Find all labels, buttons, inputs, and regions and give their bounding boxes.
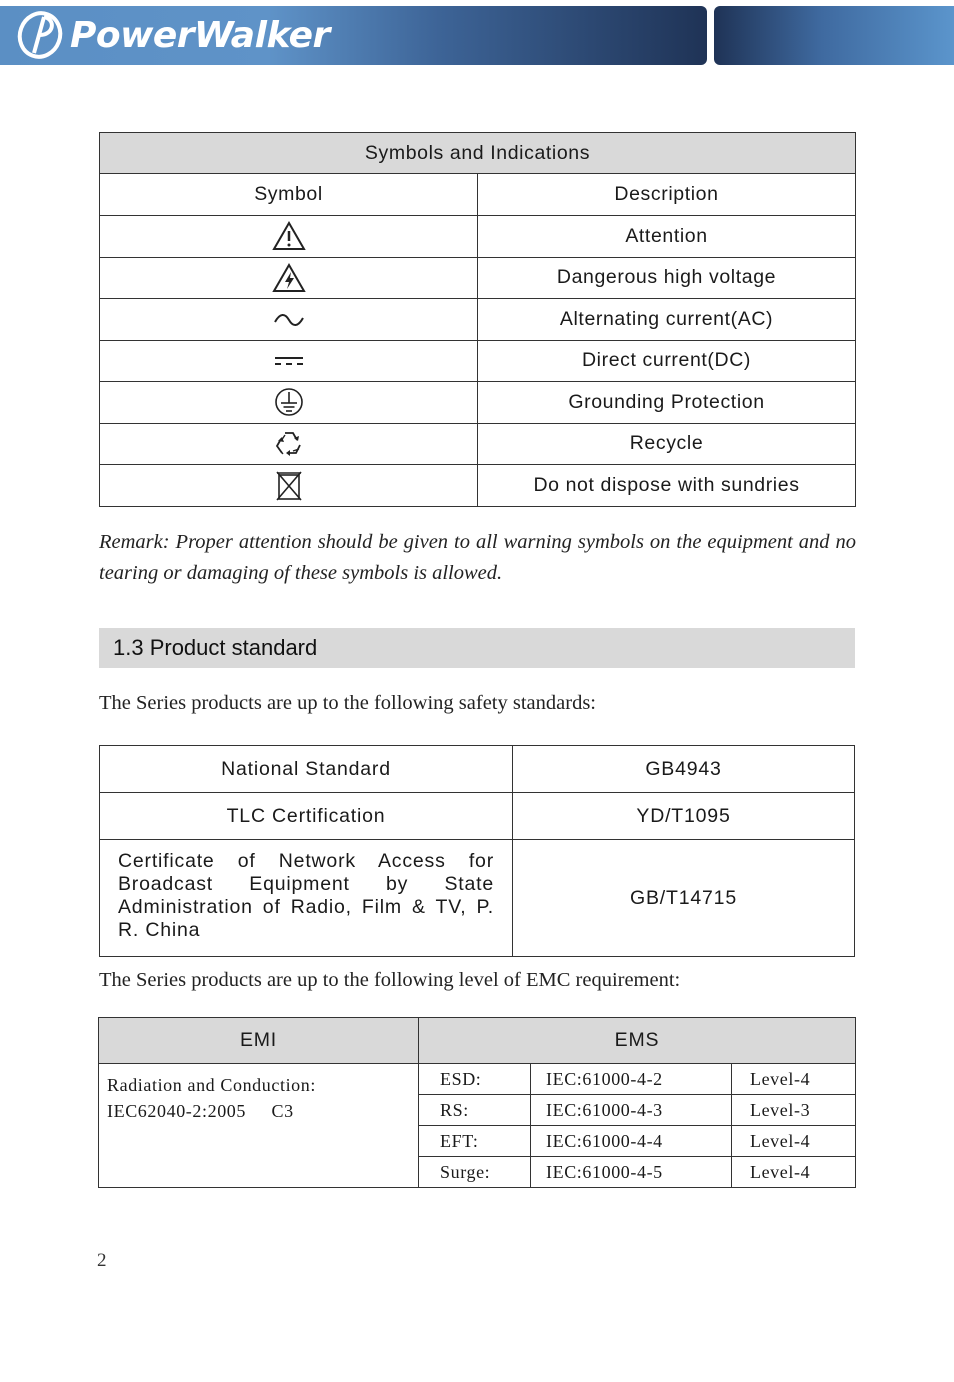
emc-table (98, 1017, 856, 1188)
ems-test-standard: IEC:61000-4-3 (531, 1095, 732, 1126)
powerwalker-logo-icon (14, 9, 66, 61)
ems-test-standard: IEC:61000-4-4 (531, 1126, 732, 1157)
brand-logo (14, 8, 330, 62)
safety-standards-intro: The Series products are up to the following safety standards: (99, 692, 596, 714)
ems-test-label: EFT: (419, 1126, 531, 1157)
symbol-description: Attention (478, 216, 856, 258)
table-row (100, 746, 855, 793)
section-header (99, 628, 855, 668)
table-row (100, 793, 855, 840)
remark-text: Remark: Proper attention should be given to all warning symbols on the equipment and no tearing or damaging of these symbols is allowed. (99, 531, 856, 584)
page-number: 2 (97, 1250, 107, 1271)
ems-test-standard: IEC:61000-4-5 (531, 1157, 732, 1188)
ac-wave-icon (272, 311, 306, 329)
ems-test-level: Level-3 (732, 1095, 856, 1126)
table-row (100, 216, 856, 258)
ems-header: EMS (419, 1018, 856, 1064)
ems-test-label: RS: (419, 1095, 531, 1126)
emc-intro: The Series products are up to the following level of EMC requirement: (99, 969, 681, 991)
table-row (100, 423, 856, 465)
standard-code: YD/T1095 (513, 793, 855, 840)
emi-line: IEC62040-2:2005 C3 (107, 1101, 294, 1121)
emi-header: EMI (99, 1018, 419, 1064)
symbol-description: Direct current(DC) (478, 340, 856, 382)
table-row (100, 340, 856, 382)
standard-name: National Standard (100, 746, 513, 793)
standard-name: TLC Certification (100, 793, 513, 840)
table-row (99, 1064, 856, 1095)
standard-name: Certificate of Network Access for Broadcast Equipment by State Administration of Radio, Film & TV, P. R. China (100, 840, 513, 957)
ground-icon (273, 386, 305, 418)
ems-test-level: Level-4 (732, 1157, 856, 1188)
ems-test-standard: IEC:61000-4-2 (531, 1064, 732, 1095)
table-row (100, 840, 855, 957)
standard-code: GB4943 (513, 746, 855, 793)
high-voltage-icon (272, 263, 306, 293)
symbol-description: Grounding Protection (478, 382, 856, 424)
recycle-icon (273, 429, 305, 459)
standards-table (99, 745, 855, 957)
crossed-bin-icon (275, 469, 303, 501)
emi-cell (99, 1064, 419, 1188)
ems-test-level: Level-4 (732, 1064, 856, 1095)
emi-line: Radiation and Conduction: (107, 1075, 316, 1095)
symbol-description: Recycle (478, 423, 856, 465)
symbol-description: Do not dispose with sundries (478, 465, 856, 507)
symbol-description: Alternating current(AC) (478, 299, 856, 341)
table-row (100, 299, 856, 341)
standard-code: GB/T14715 (513, 840, 855, 957)
table-row (100, 465, 856, 507)
description-column-header: Description (478, 174, 856, 216)
symbols-table (99, 132, 856, 507)
brand-name: PowerWalker (70, 14, 330, 56)
table-row (100, 257, 856, 299)
ems-test-level: Level-4 (732, 1126, 856, 1157)
symbols-table-title: Symbols and Indications (100, 133, 856, 174)
ems-test-label: ESD: (419, 1064, 531, 1095)
table-row (100, 382, 856, 424)
header-banner-right (714, 6, 954, 65)
ems-test-label: Surge: (419, 1157, 531, 1188)
symbol-description: Dangerous high voltage (478, 257, 856, 299)
symbol-column-header: Symbol (100, 174, 478, 216)
dc-icon (272, 353, 306, 369)
warning-triangle-icon (272, 221, 306, 251)
section-title: 1.3 Product standard (113, 635, 318, 660)
